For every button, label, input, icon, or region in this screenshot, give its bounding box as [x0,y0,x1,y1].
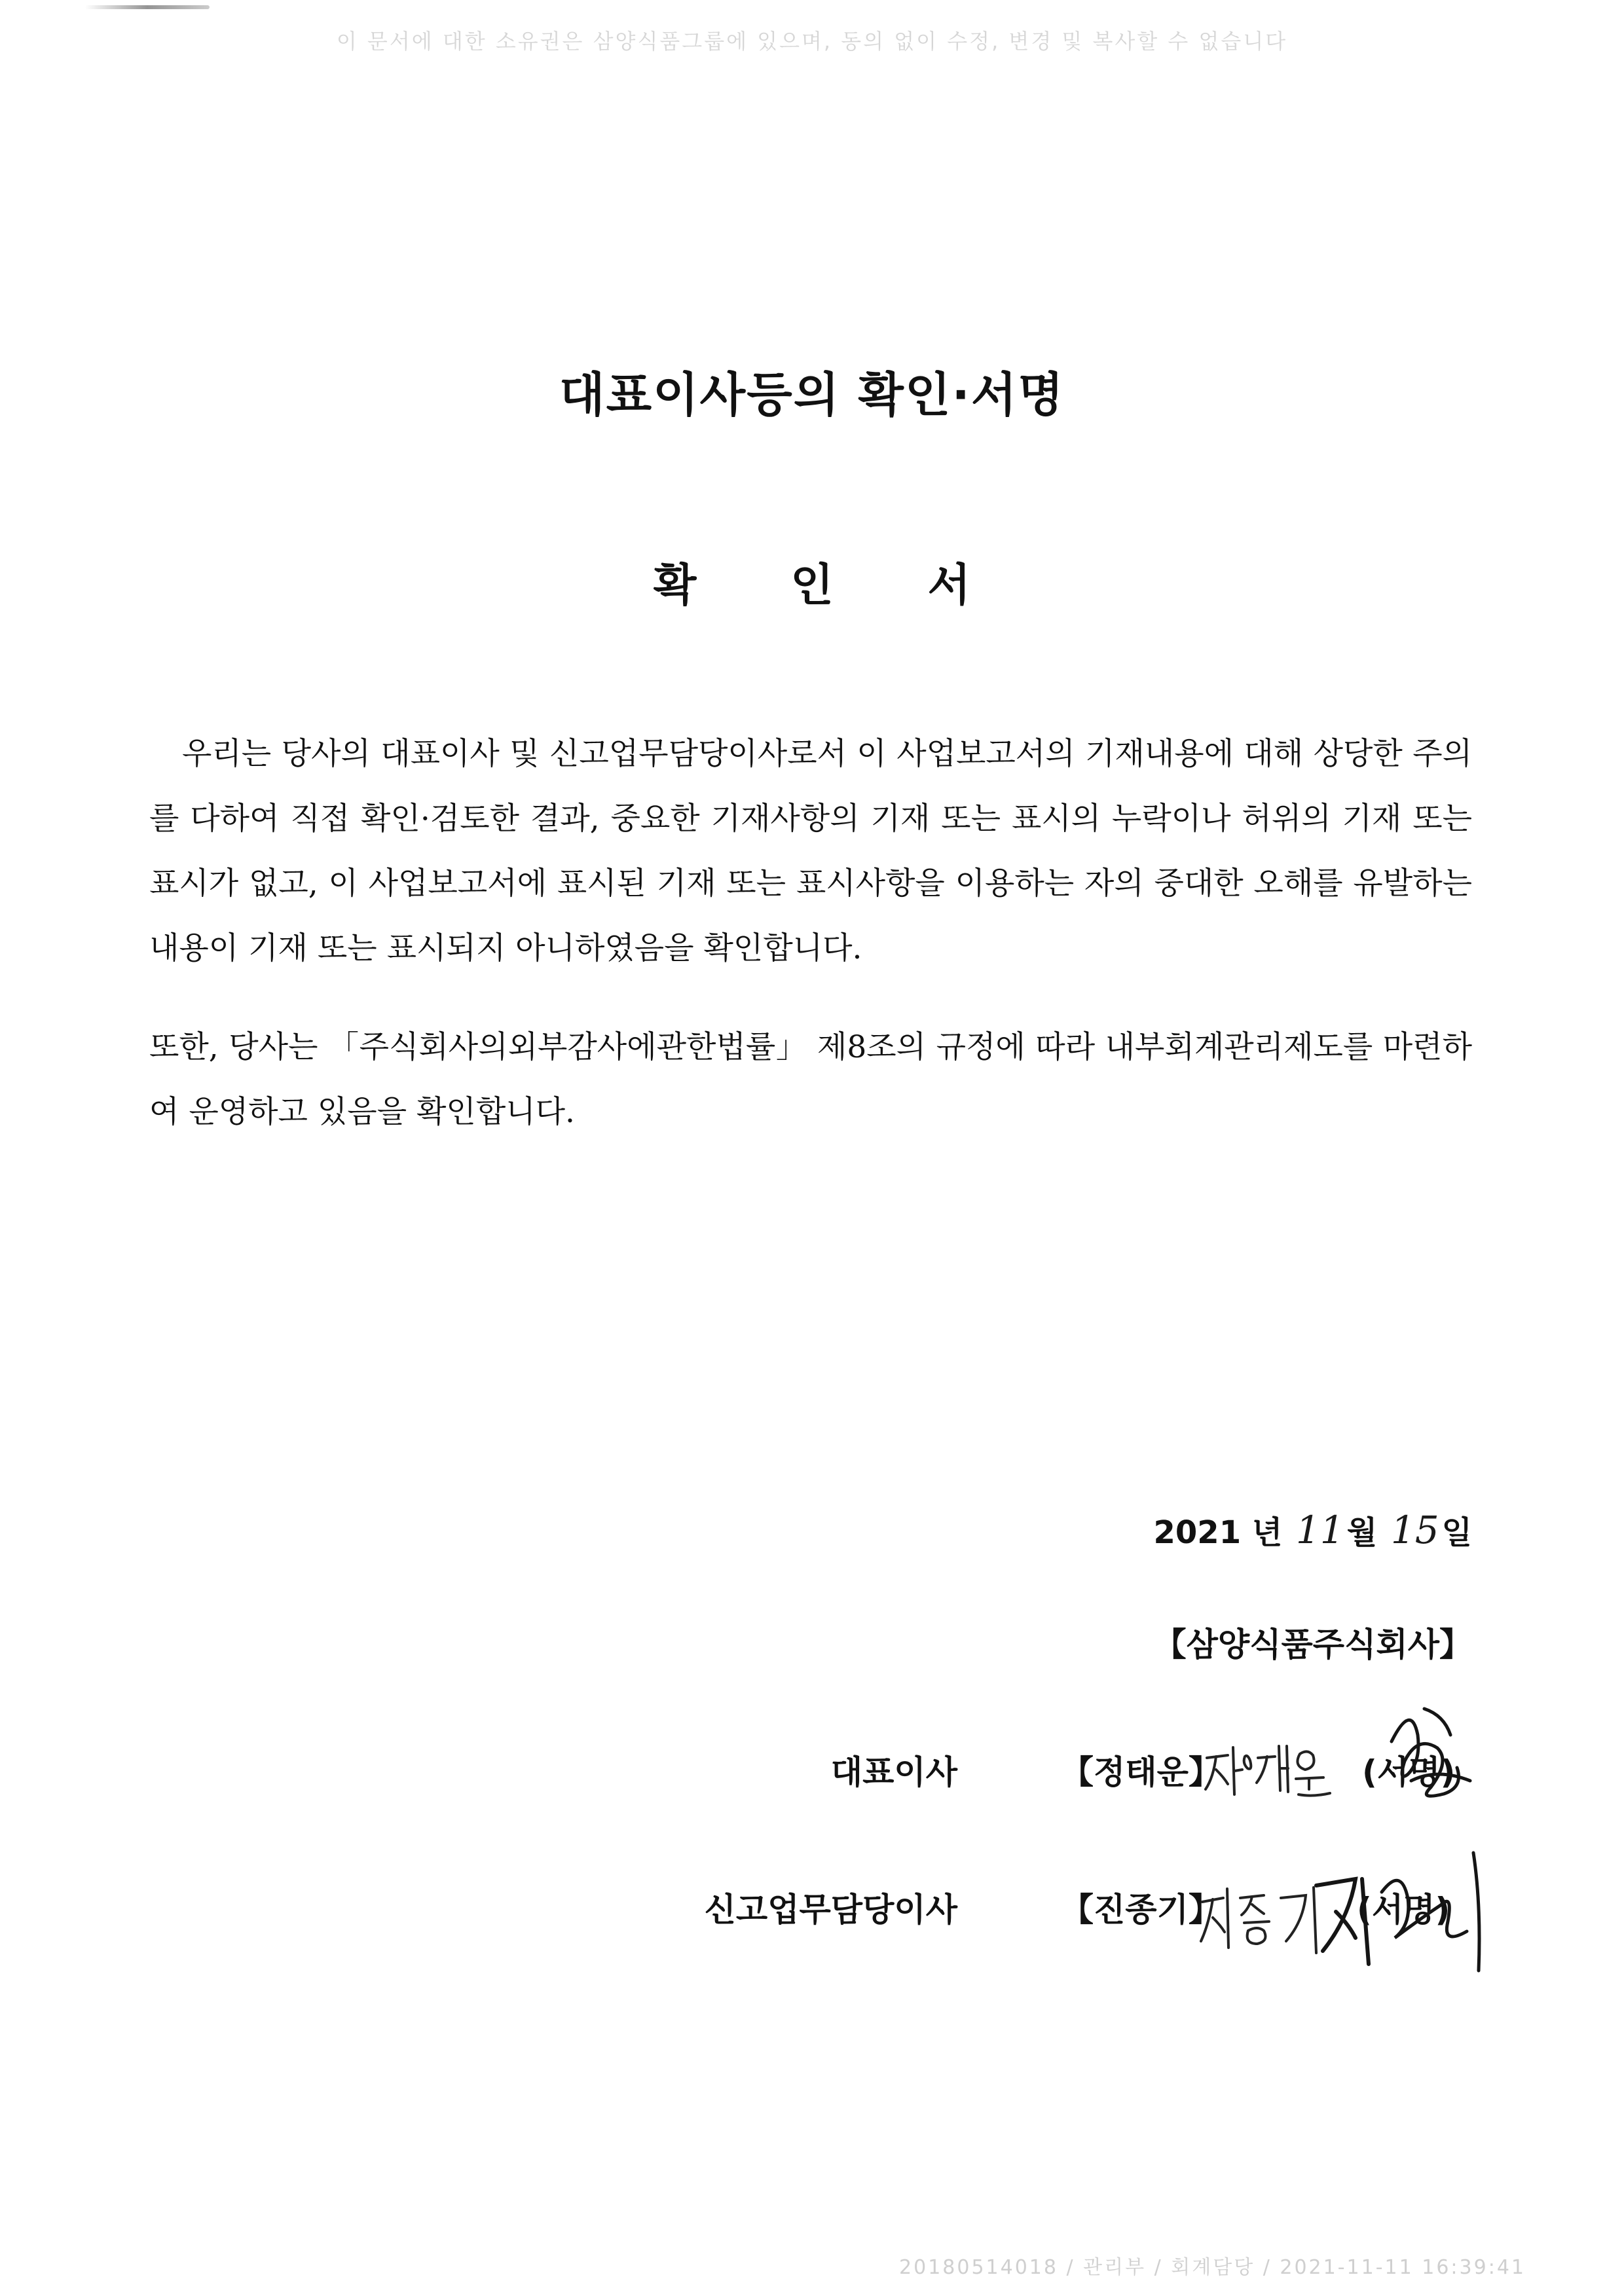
signatory-disclosure-director [0,1869,1624,1954]
signatory-role: 대표이사 [830,1753,957,1791]
signatory-ceo [0,1732,1624,1817]
date-year-unit: 년 [1251,1514,1283,1551]
signatory-printed-name: 【진종기】 [1061,1891,1221,1929]
date-line [1154,1507,1473,1552]
document-subtitle: 확 인 서 [653,560,1010,611]
date-month-unit: 월 [1346,1514,1378,1551]
date-year: 2021 [1153,1514,1242,1551]
print-stamp-footer: 20180514018 / 관리부 / 회계담당 / 2021-11-11 16:39:41 [899,2256,1526,2279]
signatory-role: 신고업무담당이사 [704,1891,957,1929]
date-month-handwritten: 11 [1295,1508,1344,1552]
signatory-printed-name: 【정태운】 [1061,1753,1221,1791]
confirmation-paragraph: 우리는 당사의 대표이사 및 신고업무담당이사로서 이 사업보고서의 기재내용에 대해 상당한 주의를 다하여 직접 확인·검토한 결과, 중요한 기재사항의 기재 또는 표시의 누락이나 허위의 기재 또는 표시가 없고, 이 사업보고서에 표시된 기재 또는 표시사항을 이용하는 자의 중대한 오해를 유발하는 내용이 기재 또는 표시되지 아니하였음을 확인합니다. [149,736,1472,966]
signature-director [1310,1840,1500,1977]
sign-label: (서명) [1362,1753,1456,1791]
document-title: 대표이사등의 확인·서명 [559,367,1065,422]
internal-control-paragraph: 또한, 당사는 「주식회사의외부감사에관한법률」 제8조의 규정에 따라 내부회계관리제도를 마련하여 운영하고 있음을 확인합니다. [149,1029,1472,1130]
company-name: 【삼양식품주식회사】 [1153,1626,1472,1664]
sign-label: (서명) [1357,1891,1450,1929]
date-day-unit: 일 [1441,1514,1472,1551]
ownership-watermark: 이 문서에 대한 소유권은 삼양식품그룹에 있으며, 동의 없이 수정, 변경 및 복사할 수 없습니다 [336,29,1288,54]
handwritten-name-ceo [1202,1732,1346,1810]
signature-ceo [1372,1696,1483,1820]
date-day-handwritten: 15 [1390,1508,1439,1552]
scan-artifact [85,5,210,9]
